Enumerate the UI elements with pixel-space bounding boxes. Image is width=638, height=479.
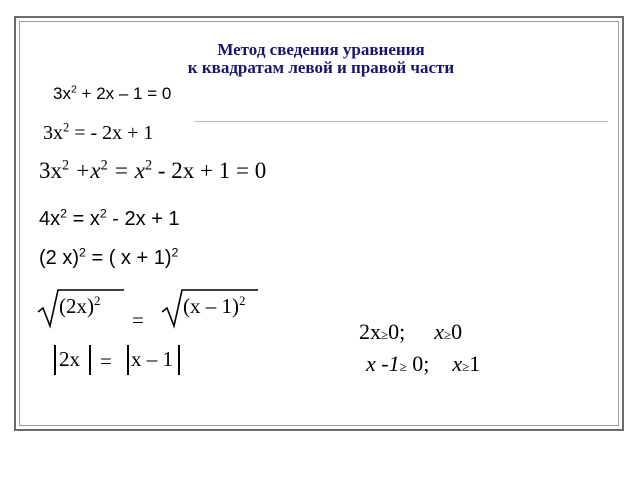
eq4-exp-b: 2 (99, 206, 107, 221)
eq3-term-c: = x (107, 158, 145, 183)
eq7-right: x – 1 (131, 347, 173, 371)
cond1-sym-a: ≥ (381, 327, 389, 342)
cond2-term-b: x (452, 351, 463, 376)
eq5-exp-a: 2 (79, 245, 86, 260)
slide-title-line2: к квадратам левой и правой части (187, 58, 455, 77)
eq3-exp-a: 2 (62, 157, 70, 174)
eq4-term-b: = x (67, 208, 100, 230)
eq6-left (59, 294, 101, 319)
cond2-sym-b: ≥ (462, 359, 470, 374)
cond2-sym-a: ≥ (399, 359, 407, 374)
eq6-equals: = (132, 308, 144, 332)
condition-line-2 (366, 351, 480, 377)
eq3-exp-b: 2 (100, 157, 108, 174)
eq3-term-d: - 2x + 1 = 0 (152, 158, 267, 183)
eq4-term-a: 4x (39, 208, 61, 230)
eq6-left-term: (2x) (59, 294, 94, 318)
cond1-val-a: 0; (388, 319, 406, 344)
eq5-term-a: (2 x) (39, 247, 79, 269)
eq2-term: 3x (43, 122, 63, 144)
eq4-term-c: - 2x + 1 (106, 208, 180, 230)
eq5-exp-b: 2 (171, 245, 179, 260)
eq2-exponent: 2 (63, 120, 70, 135)
cond2-val-b: 1 (469, 351, 481, 376)
eq6-right (183, 294, 246, 319)
cond1-term-b: x (434, 319, 445, 344)
abs-bar-right-close (178, 345, 180, 375)
eq5-term-b: = ( x + 1) (85, 247, 172, 269)
cond2-term-a: x -1 (366, 351, 400, 376)
abs-bar-right-open (127, 345, 129, 375)
equation-5 (39, 247, 178, 270)
eq6-right-exp: 2 (239, 293, 246, 308)
slide-title-line1: Метод сведения уравнения (217, 40, 425, 59)
abs-bar-left-open (54, 345, 56, 375)
cond2-val-a: 0; (406, 351, 430, 376)
eq2-rest: = - 2x + 1 (69, 122, 154, 144)
equation-4 (39, 208, 180, 231)
eq6-right-term: (x – 1) (183, 294, 239, 318)
equation-1 (53, 84, 171, 104)
eq3-term-b: +x (69, 158, 101, 183)
equation-3 (39, 158, 266, 184)
eq1-rest: + 2x – 1 = 0 (76, 84, 172, 103)
equation-2 (43, 122, 153, 145)
eq6-left-exp: 2 (94, 293, 101, 308)
eq3-exp-c: 2 (144, 157, 153, 174)
eq1-exponent: 2 (70, 83, 77, 96)
cond1-val-b: 0 (451, 319, 463, 344)
condition-line-1 (359, 319, 462, 345)
eq7-left: 2x (59, 347, 80, 371)
eq1-term: 3x (53, 84, 71, 103)
divider-line (194, 121, 608, 122)
slide-frame (14, 16, 624, 431)
cond1-sym-b: ≥ (444, 327, 452, 342)
abs-bar-left-close (89, 345, 91, 375)
cond1-term-a: 2x (359, 319, 381, 344)
eq7-equals: = (100, 349, 112, 373)
eq4-exp-a: 2 (60, 206, 68, 221)
eq3-term-a: 3x (39, 158, 62, 183)
